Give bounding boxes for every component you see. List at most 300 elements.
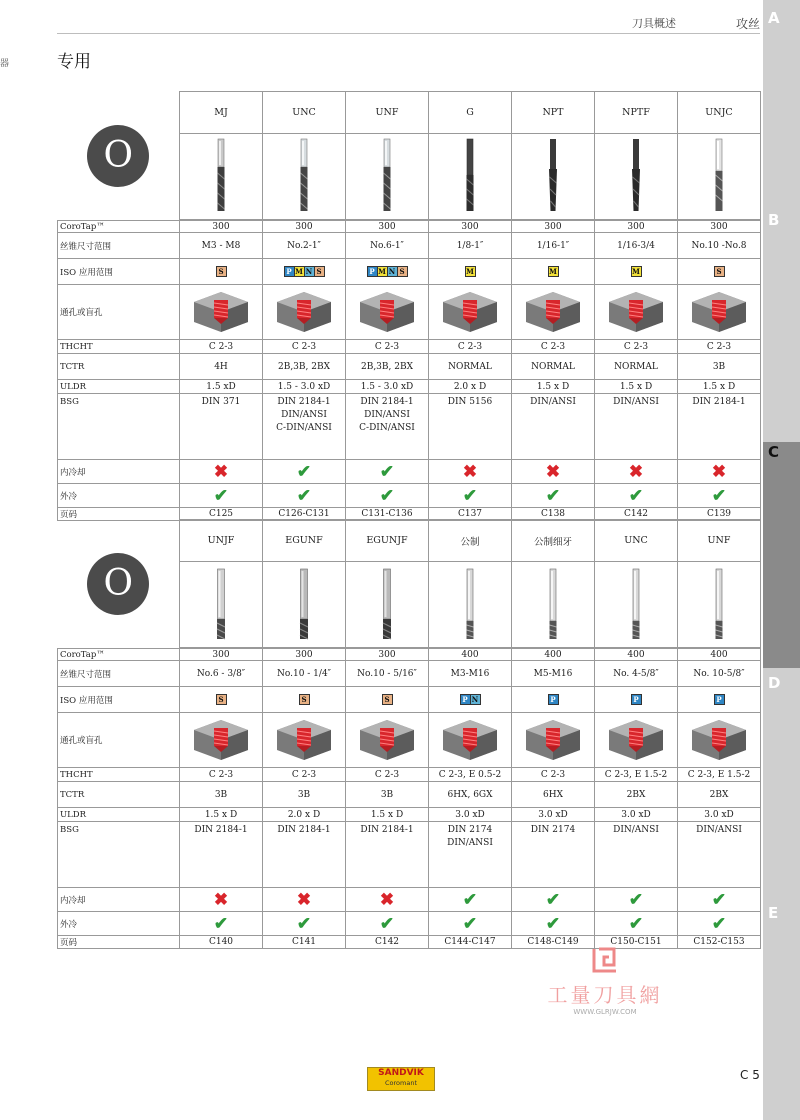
iso-cell — [263, 687, 346, 713]
row-tctr — [58, 782, 761, 808]
cell-size: No.2-1″ — [263, 233, 346, 259]
cell-size: No.10 - 5/16″ — [346, 661, 429, 687]
check-icon: ✔ — [379, 461, 395, 482]
check-icon: ✔ — [296, 485, 312, 506]
cell-tctr: 3B — [346, 782, 429, 808]
mark-cell — [429, 912, 512, 936]
mark-cell — [263, 484, 346, 508]
tool-image — [595, 134, 678, 220]
check-icon: ✔ — [296, 913, 312, 934]
label-thcht: THCHT — [58, 340, 180, 354]
col-name-unc: UNC — [263, 92, 346, 134]
check-icon: ✔ — [462, 913, 478, 934]
label-size: 丝锥尺寸范围 — [58, 233, 180, 259]
label-hole: 通孔或盲孔 — [58, 713, 180, 768]
iso-badge-s: S — [299, 694, 310, 705]
row-bsg — [58, 822, 761, 888]
row-uldr — [58, 380, 761, 394]
iso-cell — [180, 687, 263, 713]
cell-corotap: 400 — [429, 649, 512, 661]
col-name-npt: NPT — [512, 92, 595, 134]
page-ref[interactable]: C148-C149 — [512, 936, 595, 949]
hole-icon — [605, 288, 667, 334]
cell-corotap: 400 — [512, 649, 595, 661]
col-name-unc: UNC — [595, 520, 678, 562]
mark-cell — [595, 912, 678, 936]
bsg-line: DIN/ANSI — [281, 410, 327, 420]
cell-size: No.6 - 3/8″ — [180, 661, 263, 687]
header-rule — [57, 33, 760, 34]
iso-cell — [678, 259, 761, 285]
hole-illustration — [595, 285, 678, 340]
tab-a[interactable]: A — [768, 9, 780, 27]
cell-thcht: C 2-3 — [678, 340, 761, 354]
mark-cell — [595, 460, 678, 484]
iso-badge-m: M — [378, 267, 386, 276]
iso-cell — [595, 259, 678, 285]
check-icon: ✔ — [711, 485, 727, 506]
cell-uldr: 2.0 x D — [263, 808, 346, 822]
edge-mark: 器 — [0, 59, 10, 69]
label-hole: 通孔或盲孔 — [58, 285, 180, 340]
cell-tctr: 2BX — [678, 782, 761, 808]
bsg-line: DIN 2184-1 — [360, 397, 414, 407]
bsg-cell — [263, 822, 346, 888]
page-ref[interactable]: C131-C136 — [346, 508, 429, 521]
cell-uldr: 1.5 x D — [512, 380, 595, 394]
row-hole — [58, 285, 761, 340]
hole-icon — [273, 288, 335, 334]
hole-illustration — [429, 713, 512, 768]
check-icon: ✔ — [462, 485, 478, 506]
cell-tctr: 3B — [180, 782, 263, 808]
cell-thcht: C 2-3 — [263, 340, 346, 354]
cell-tctr: 2B,3B, 2BX — [346, 354, 429, 380]
bsg-line: DIN/ANSI — [530, 397, 576, 407]
check-icon: ✔ — [545, 889, 561, 910]
hole-icon — [190, 716, 252, 762]
label-uldr: ULDR — [58, 808, 180, 822]
mark-cell — [429, 460, 512, 484]
iso-cell — [429, 259, 512, 285]
hole-illustration — [595, 713, 678, 768]
label-external: 外冷 — [58, 484, 180, 508]
cell-thcht: C 2-3 — [429, 340, 512, 354]
label-iso: ISO 应用范围 — [58, 687, 180, 713]
page-ref[interactable]: C142 — [346, 936, 429, 949]
label-tctr: TCTR — [58, 354, 180, 380]
bsg-cell — [678, 394, 761, 460]
iso-cell — [346, 687, 429, 713]
cell-uldr: 2.0 x D — [429, 380, 512, 394]
cell-tctr: NORMAL — [595, 354, 678, 380]
row-names — [58, 92, 761, 134]
cell-tctr: 3B — [678, 354, 761, 380]
tool-image — [429, 562, 512, 648]
sandvik-logo — [367, 1067, 435, 1091]
hole-illustration — [512, 713, 595, 768]
tool-image — [180, 134, 263, 220]
mark-cell — [512, 460, 595, 484]
cell-corotap: 300 — [180, 649, 263, 661]
badge-cell — [58, 92, 180, 221]
hole-icon — [190, 288, 252, 334]
iso-badge-m: M — [466, 267, 474, 276]
cell-corotap: 300 — [346, 649, 429, 661]
hole-icon — [688, 716, 750, 762]
page-ref[interactable]: C125 — [180, 508, 263, 521]
tool-image — [263, 134, 346, 220]
label-uldr: ULDR — [58, 380, 180, 394]
cell-uldr: 3.0 xD — [678, 808, 761, 822]
hole-illustration — [180, 285, 263, 340]
hole-icon — [522, 716, 584, 762]
bsg-line: DIN 2184-1 — [277, 825, 331, 835]
tab-d[interactable]: D — [768, 674, 781, 692]
mark-cell — [595, 484, 678, 508]
cell-thcht: C 2-3 — [512, 768, 595, 782]
cell-thcht: C 2-3 — [512, 340, 595, 354]
bsg-line: DIN 2174 — [530, 825, 576, 835]
label-internal: 内冷却 — [58, 460, 180, 484]
cell-corotap: 300 — [512, 221, 595, 233]
tab-c[interactable]: C — [763, 442, 800, 668]
page-ref[interactable]: C144-C147 — [429, 936, 512, 949]
cell-uldr: 1.5 x D — [180, 808, 263, 822]
bsg-cell — [429, 394, 512, 460]
cell-tctr: NORMAL — [512, 354, 595, 380]
row-iso — [58, 259, 761, 285]
iso-badge-n: N — [304, 266, 315, 277]
mark-cell — [429, 484, 512, 508]
cell-tctr: 6HX — [512, 782, 595, 808]
cell-uldr: 1.5 x D — [346, 808, 429, 822]
label-thcht: THCHT — [58, 768, 180, 782]
iso-badge-p: P — [367, 266, 378, 277]
col-name-unf: UNF — [346, 92, 429, 134]
cell-thcht: C 2-3, E 0.5-2 — [429, 768, 512, 782]
col-name-unf: UNF — [678, 520, 761, 562]
iso-badge-m: M — [295, 267, 303, 276]
hole-illustration — [346, 285, 429, 340]
page-ref[interactable]: C141 — [263, 936, 346, 949]
cell-size: M3-M16 — [429, 661, 512, 687]
label-internal: 内冷却 — [58, 888, 180, 912]
iso-cell — [263, 259, 346, 285]
bsg-line: DIN/ANSI — [613, 397, 659, 407]
row-size — [58, 233, 761, 259]
cell-uldr: 1.5 x D — [595, 380, 678, 394]
cell-thcht: C 2-3, E 1.5-2 — [595, 768, 678, 782]
page-ref[interactable]: C150-C151 — [595, 936, 678, 949]
bsg-line: C-DIN/ANSI — [359, 423, 415, 433]
mark-cell — [180, 484, 263, 508]
label-corotap: CoroTap™ — [58, 221, 180, 233]
mark-cell — [595, 888, 678, 912]
bsg-line: C-DIN/ANSI — [276, 423, 332, 433]
badge-cell — [58, 520, 180, 649]
iso-badge-s: S — [397, 266, 408, 277]
label-external: 外冷 — [58, 912, 180, 936]
iso-cell — [595, 687, 678, 713]
cross-icon: ✖ — [213, 889, 229, 910]
cell-thcht: C 2-3 — [595, 340, 678, 354]
iso-badge-p: P — [548, 694, 559, 705]
cell-size: M3 - M8 — [180, 233, 263, 259]
bsg-line: DIN 2184-1 — [194, 825, 248, 835]
cell-tctr: 2BX — [595, 782, 678, 808]
iso-cell — [346, 259, 429, 285]
badge-o: O — [87, 125, 149, 187]
hole-illustration — [346, 713, 429, 768]
cross-icon: ✖ — [628, 461, 644, 482]
cell-corotap: 300 — [263, 221, 346, 233]
cell-size: 1/16-1″ — [512, 233, 595, 259]
hole-icon — [522, 288, 584, 334]
label-bsg: BSG — [58, 394, 180, 460]
cell-corotap: 400 — [595, 649, 678, 661]
label-size: 丝锥尺寸范围 — [58, 661, 180, 687]
bsg-line: DIN/ANSI — [696, 825, 742, 835]
col-name-metric-fine: 公制细牙 — [512, 520, 595, 562]
label-iso: ISO 应用范围 — [58, 259, 180, 285]
row-thcht — [58, 340, 761, 354]
check-icon: ✔ — [213, 913, 229, 934]
iso-cell — [512, 259, 595, 285]
iso-badge-p: P — [284, 266, 295, 277]
cell-corotap: 300 — [429, 221, 512, 233]
hole-illustration — [678, 713, 761, 768]
mark-cell — [346, 460, 429, 484]
row-iso — [58, 687, 761, 713]
bsg-cell — [346, 822, 429, 888]
hole-icon — [356, 716, 418, 762]
page-ref[interactable]: C126-C131 — [263, 508, 346, 521]
page-ref[interactable]: C140 — [180, 936, 263, 949]
mark-cell — [263, 912, 346, 936]
hole-icon — [439, 288, 501, 334]
row-external — [58, 484, 761, 508]
iso-badge-m: M — [549, 267, 557, 276]
bsg-line: DIN 371 — [201, 397, 241, 407]
cell-uldr: 1.5 x D — [678, 380, 761, 394]
row-size — [58, 661, 761, 687]
cell-thcht: C 2-3 — [180, 768, 263, 782]
col-name-egunjf: EGUNJF — [346, 520, 429, 562]
page-ref[interactable]: C152-C153 — [678, 936, 761, 949]
cell-uldr: 1.5 xD — [180, 380, 263, 394]
col-name-g: G — [429, 92, 512, 134]
tool-image — [512, 562, 595, 648]
tool-image — [512, 134, 595, 220]
section-tab-rail — [763, 0, 800, 1120]
page-ref[interactable]: C137 — [429, 508, 512, 521]
bsg-line: DIN/ANSI — [364, 410, 410, 420]
page-ref[interactable]: C142 — [595, 508, 678, 521]
mark-cell — [263, 460, 346, 484]
mark-cell — [678, 888, 761, 912]
col-name-metric: 公制 — [429, 520, 512, 562]
cell-tctr: 3B — [263, 782, 346, 808]
hole-illustration — [429, 285, 512, 340]
row-internal — [58, 888, 761, 912]
tool-image — [429, 134, 512, 220]
hole-illustration — [512, 285, 595, 340]
bsg-line: DIN 2184-1 — [277, 397, 331, 407]
bsg-cell — [512, 822, 595, 888]
bsg-cell — [512, 394, 595, 460]
bsg-cell — [180, 822, 263, 888]
cell-uldr: 1.5 - 3.0 xD — [346, 380, 429, 394]
cell-size: No.10 - 1/4″ — [263, 661, 346, 687]
row-uldr — [58, 808, 761, 822]
spec-table-2 — [57, 519, 761, 949]
hole-icon — [605, 716, 667, 762]
iso-cell — [678, 687, 761, 713]
check-icon: ✔ — [711, 889, 727, 910]
mark-cell — [512, 912, 595, 936]
cell-thcht: C 2-3 — [346, 340, 429, 354]
badge-o: O — [87, 553, 149, 615]
check-icon: ✔ — [462, 889, 478, 910]
cell-corotap: 300 — [678, 221, 761, 233]
iso-badge-s: S — [314, 266, 325, 277]
page-title: 专用 — [57, 52, 91, 72]
cross-icon: ✖ — [213, 461, 229, 482]
mark-cell — [346, 888, 429, 912]
row-hole — [58, 713, 761, 768]
brand-name: SANDVIK — [378, 1068, 424, 1078]
mark-cell — [180, 460, 263, 484]
mark-cell — [346, 484, 429, 508]
label-tctr: TCTR — [58, 782, 180, 808]
hole-illustration — [263, 285, 346, 340]
header-section: 刀具概述 — [632, 17, 676, 30]
row-corotap — [58, 649, 761, 661]
row-tctr — [58, 354, 761, 380]
mark-cell — [429, 888, 512, 912]
iso-badge-s: S — [216, 266, 227, 277]
col-name-mj: MJ — [180, 92, 263, 134]
check-icon: ✔ — [545, 485, 561, 506]
iso-badge-p: P — [714, 694, 725, 705]
tool-image — [595, 562, 678, 648]
bsg-cell — [595, 822, 678, 888]
cell-size: No.6-1″ — [346, 233, 429, 259]
cell-corotap: 300 — [595, 221, 678, 233]
iso-badge-n: N — [470, 694, 481, 705]
mark-cell — [678, 460, 761, 484]
mark-cell — [678, 484, 761, 508]
mark-cell — [512, 888, 595, 912]
bsg-cell — [429, 822, 512, 888]
label-page: 页码 — [58, 936, 180, 949]
iso-badge-s: S — [714, 266, 725, 277]
cell-tctr: 4H — [180, 354, 263, 380]
bsg-cell — [678, 822, 761, 888]
cell-uldr: 3.0 xD — [595, 808, 678, 822]
bsg-cell — [263, 394, 346, 460]
header-category: 攻丝 — [736, 17, 761, 31]
watermark-url: WWW.GLRJW.COM — [573, 1008, 637, 1016]
cell-size: 1/8-1″ — [429, 233, 512, 259]
tool-image — [263, 562, 346, 648]
iso-badge-s: S — [216, 694, 227, 705]
tool-image — [678, 134, 761, 220]
bsg-cell — [180, 394, 263, 460]
cell-corotap: 400 — [678, 649, 761, 661]
tool-image — [678, 562, 761, 648]
cell-size: No.10 -No.8 — [678, 233, 761, 259]
row-names — [58, 520, 761, 562]
iso-badge-s: S — [382, 694, 393, 705]
watermark-glyph-icon — [590, 945, 620, 975]
row-external — [58, 912, 761, 936]
hole-illustration — [263, 713, 346, 768]
cell-size: No. 10-5/8″ — [678, 661, 761, 687]
hole-icon — [356, 288, 418, 334]
cell-corotap: 300 — [346, 221, 429, 233]
page-ref[interactable]: C138 — [512, 508, 595, 521]
tab-b[interactable]: B — [768, 211, 780, 229]
bsg-line: DIN 2184-1 — [692, 397, 746, 407]
row-corotap — [58, 221, 761, 233]
label-bsg: BSG — [58, 822, 180, 888]
col-name-unjc: UNJC — [678, 92, 761, 134]
col-name-nptf: NPTF — [595, 92, 678, 134]
hole-illustration — [180, 713, 263, 768]
check-icon: ✔ — [213, 485, 229, 506]
page-number: C 5 — [740, 1068, 760, 1082]
iso-badge-n: N — [387, 266, 398, 277]
bsg-cell — [595, 394, 678, 460]
page-ref[interactable]: C139 — [678, 508, 761, 521]
check-icon: ✔ — [379, 485, 395, 506]
watermark-logo — [540, 945, 670, 1016]
cell-uldr: 1.5 - 3.0 xD — [263, 380, 346, 394]
mark-cell — [512, 484, 595, 508]
iso-cell — [429, 687, 512, 713]
iso-badge-p: P — [460, 694, 471, 705]
mark-cell — [263, 888, 346, 912]
cell-corotap: 300 — [180, 221, 263, 233]
mark-cell — [180, 912, 263, 936]
tool-image — [180, 562, 263, 648]
bsg-line: DIN/ANSI — [613, 825, 659, 835]
cross-icon: ✖ — [296, 889, 312, 910]
cell-thcht: C 2-3 — [263, 768, 346, 782]
bsg-line: DIN/ANSI — [447, 838, 493, 848]
cross-icon: ✖ — [462, 461, 478, 482]
cell-size: M5-M16 — [512, 661, 595, 687]
iso-badge-m: M — [632, 267, 640, 276]
check-icon: ✔ — [628, 913, 644, 934]
cross-icon: ✖ — [545, 461, 561, 482]
cell-thcht: C 2-3 — [346, 768, 429, 782]
col-name-egunf: EGUNF — [263, 520, 346, 562]
cell-tctr: NORMAL — [429, 354, 512, 380]
bsg-line: DIN 5156 — [447, 397, 493, 407]
check-icon: ✔ — [628, 889, 644, 910]
brand-sub: Coromant — [384, 1079, 417, 1087]
tab-e[interactable]: E — [768, 904, 779, 922]
cell-uldr: 3.0 xD — [429, 808, 512, 822]
bsg-line: DIN 2184-1 — [360, 825, 414, 835]
bsg-cell — [346, 394, 429, 460]
label-corotap: CoroTap™ — [58, 649, 180, 661]
cell-size: No. 4-5/8″ — [595, 661, 678, 687]
mark-cell — [678, 912, 761, 936]
